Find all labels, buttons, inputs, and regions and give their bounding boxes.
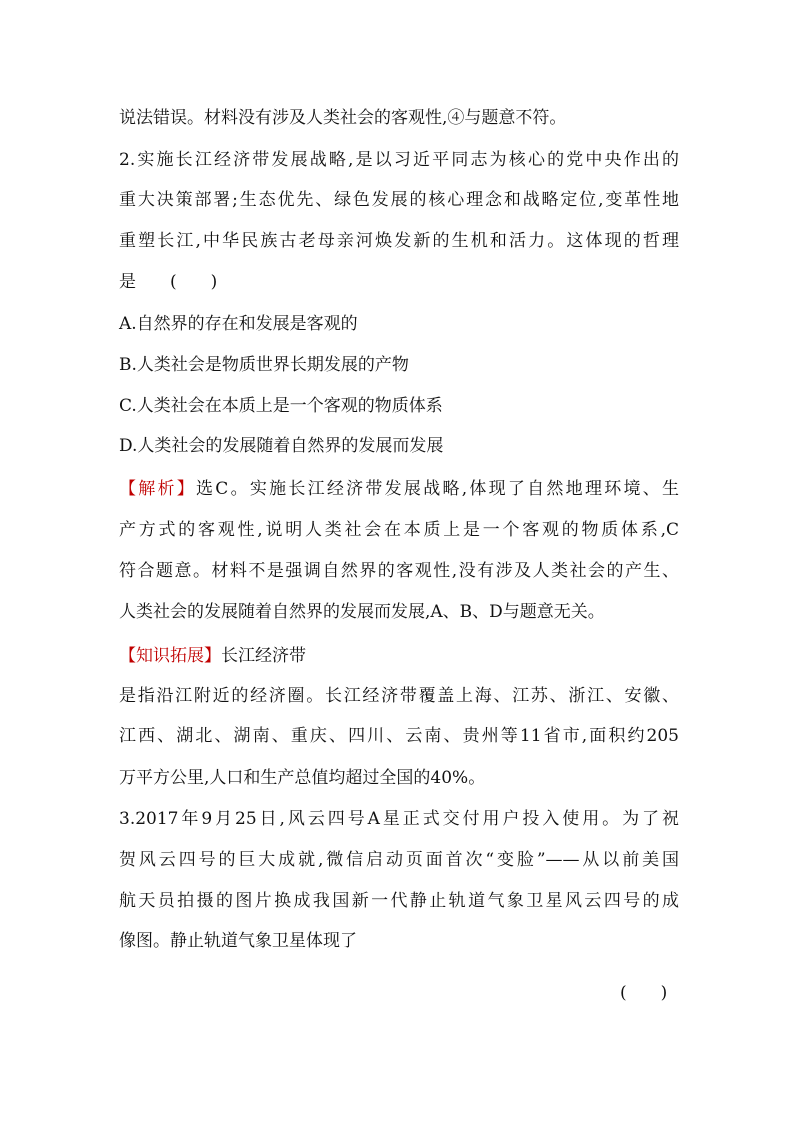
question-2-line: 2.实施长江经济带发展战略,是以习近平同志为核心的党中央作出的 [119, 150, 679, 170]
analysis-tag: 【解析】 [119, 479, 197, 499]
analysis-line: 产方式的客观性,说明人类社会在本质上是一个客观的物质体系,C [119, 520, 679, 540]
question-2-line: 重塑长江,中华民族古老母亲河焕发新的生机和活力。这体现的哲理 [119, 231, 679, 251]
analysis-text: 选C。实施长江经济带发展战略,体现了自然地理环境、生 [196, 479, 679, 499]
question-3-line: 像图。静止轨道气象卫星体现了 [119, 931, 357, 951]
option-b: B.人类社会是物质世界长期发展的产物 [119, 355, 409, 375]
knowledge-title: 长江经济带 [221, 646, 306, 666]
question-3-line: 航天员拍摄的图片换成我国新一代静止轨道气象卫星风云四号的成 [119, 891, 679, 911]
text-line: 说法错误。材料没有涉及人类社会的客观性,④与题意不符。 [119, 108, 567, 128]
analysis-line [119, 478, 679, 500]
option-a: A.自然界的存在和发展是客观的 [119, 314, 358, 334]
question-3-line: 贺风云四号的巨大成就,微信启动页面首次“变脸”——从以前美国 [119, 850, 679, 870]
question-3-line: 3.2017年9月25日,风云四号A星正式交付用户投入使用。为了祝 [119, 809, 679, 829]
knowledge-line: 江西、湖北、湖南、重庆、四川、云南、贵州等11省市,面积约205 [119, 726, 679, 746]
question-2-line: 是 ( ) [119, 272, 218, 292]
question-2-line: 重大决策部署;生态优先、绿色发展的核心理念和战略定位,变革性地 [119, 190, 679, 210]
answer-parentheses: ( ) [620, 983, 668, 1003]
analysis-line: 符合题意。材料不是强调自然界的客观性,没有涉及人类社会的产生、 [119, 561, 679, 581]
option-c: C.人类社会在本质上是一个客观的物质体系 [119, 396, 443, 416]
option-d: D.人类社会的发展随着自然界的发展而发展 [119, 436, 444, 456]
knowledge-heading [119, 645, 679, 667]
knowledge-tag: 【知识拓展】 [119, 646, 221, 666]
analysis-line: 人类社会的发展随着自然界的发展而发展,A、B、D与题意无关。 [119, 602, 605, 622]
knowledge-line: 万平方公里,人口和生产总值均超过全国的40%。 [119, 768, 486, 788]
knowledge-line: 是指沿江附近的经济圈。长江经济带覆盖上海、江苏、浙江、安徽、 [119, 686, 679, 706]
